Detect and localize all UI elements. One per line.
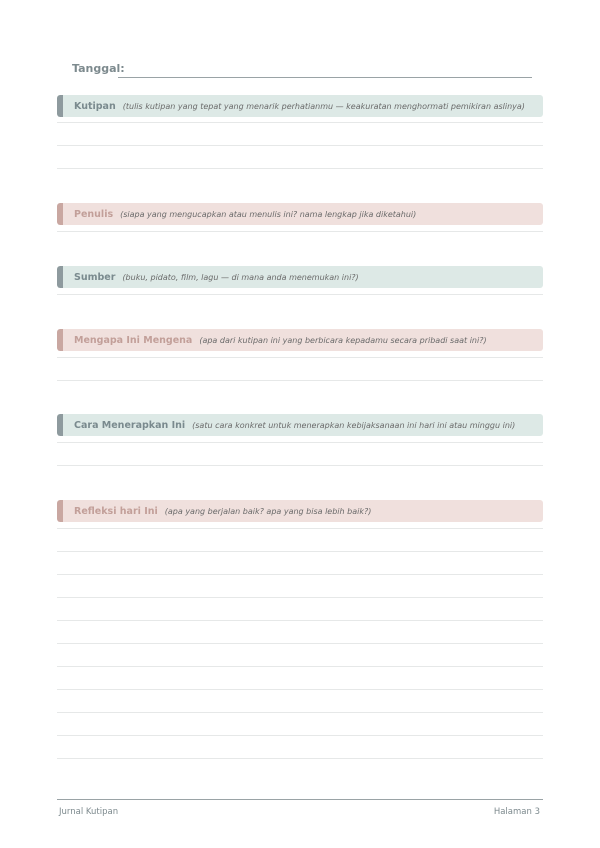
writing-line[interactable] (57, 528, 543, 529)
section-header-apply (57, 414, 543, 436)
section-title: Penulis (74, 208, 114, 220)
writing-line[interactable] (57, 465, 543, 466)
section-header-author (57, 203, 543, 225)
writing-line[interactable] (57, 551, 543, 552)
footer-page-number: Halaman 3 (493, 807, 540, 817)
writing-line[interactable] (57, 620, 543, 621)
date-label: Tanggal: (72, 62, 125, 75)
writing-line[interactable] (57, 574, 543, 575)
writing-line[interactable] (57, 666, 543, 667)
writing-line[interactable] (57, 168, 543, 169)
section-title: Kutipan (74, 100, 116, 112)
writing-line[interactable] (57, 380, 543, 381)
footer-divider (57, 799, 543, 800)
section-hint: (satu cara konkret untuk menerapkan kebijaksanaan ini hari ini atau minggu ini) (192, 420, 516, 430)
section-header-source (57, 266, 543, 288)
section-title: Sumber (74, 271, 116, 283)
writing-line[interactable] (57, 758, 543, 759)
footer-journal-title: Jurnal Kutipan (59, 807, 119, 817)
writing-line[interactable] (57, 294, 543, 295)
section-title: Cara Menerapkan Ini (74, 419, 186, 431)
section-hint: (buku, pidato, film, lagu — di mana anda menemukan ini?) (122, 272, 359, 282)
writing-line[interactable] (57, 712, 543, 713)
section-title: Refleksi hari Ini (74, 505, 158, 517)
date-input-line[interactable] (118, 77, 532, 78)
section-hint: (apa yang berjalan baik? apa yang bisa lebih baik?) (164, 506, 372, 516)
writing-line[interactable] (57, 357, 543, 358)
writing-line[interactable] (57, 735, 543, 736)
writing-line[interactable] (57, 442, 543, 443)
writing-line[interactable] (57, 597, 543, 598)
section-hint: (tulis kutipan yang tepat yang menarik perhatianmu — keakuratan menghormati pemikiran aslinya) (122, 101, 525, 111)
writing-line[interactable] (57, 145, 543, 146)
section-header-why (57, 329, 543, 351)
writing-line[interactable] (57, 689, 543, 690)
section-header-reflection (57, 500, 543, 522)
writing-line[interactable] (57, 122, 543, 123)
section-title: Mengapa Ini Mengena (74, 334, 193, 346)
section-hint: (siapa yang mengucapkan atau menulis ini? nama lengkap jika diketahui) (120, 209, 417, 219)
section-header-quote (57, 95, 543, 117)
section-hint: (apa dari kutipan ini yang berbicara kepadamu secara pribadi saat ini?) (199, 335, 487, 345)
writing-line[interactable] (57, 231, 543, 232)
writing-line[interactable] (57, 643, 543, 644)
